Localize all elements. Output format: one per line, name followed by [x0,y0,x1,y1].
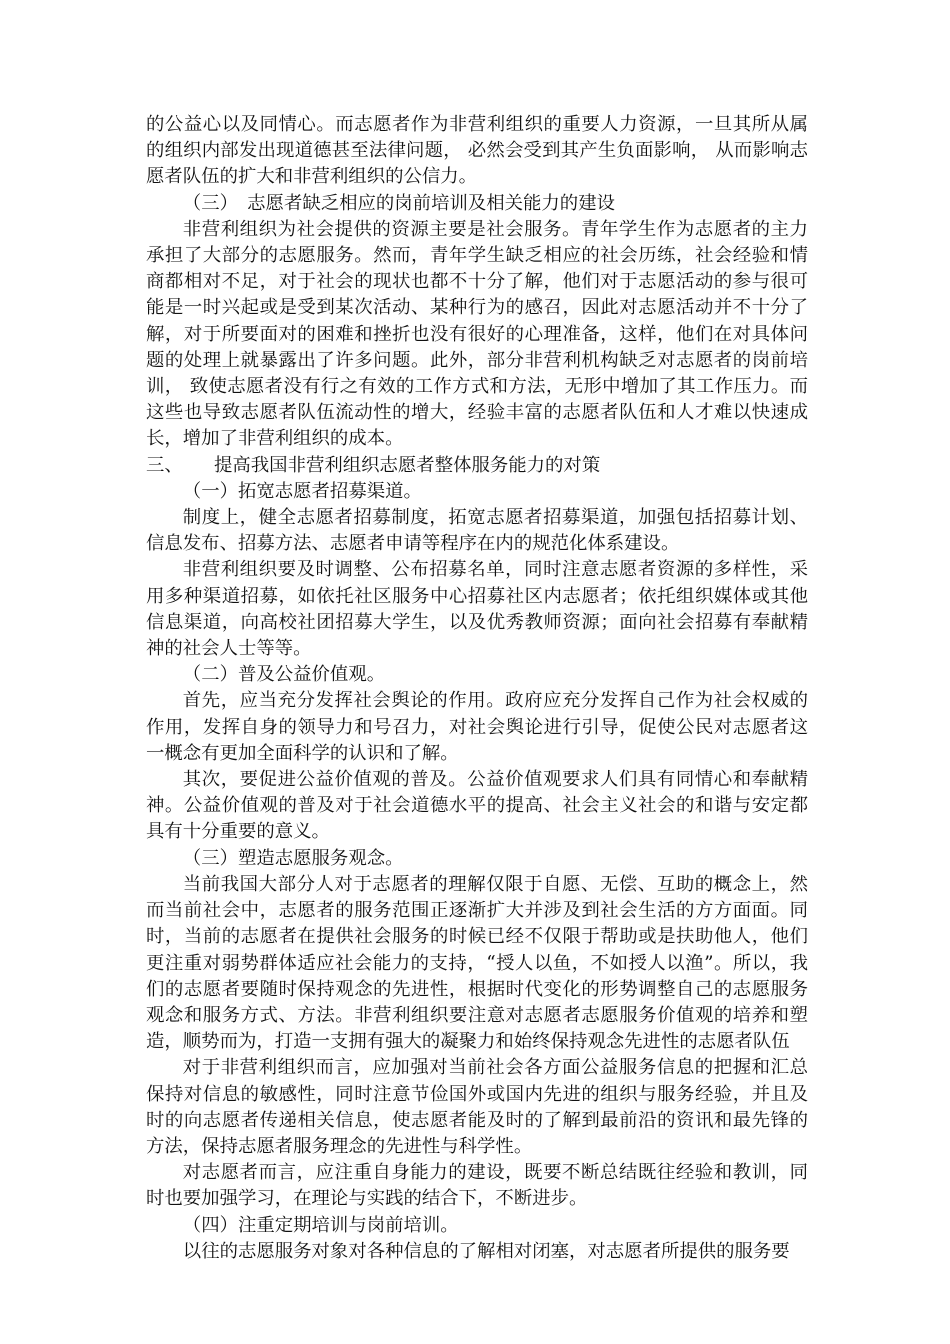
paragraph-training-issues: 非营利组织为社会提供的资源主要是社会服务。青年学生作为志愿者的主力承担了大部分的志愿服务。然而，青年学生缺乏相应的社会历练，社会经验和情商都相对不足，对于社会的现状也都不十分了解，他们对于志愿活动的参与很可能是一时兴起或是受到某次活动、某种行为的感召，因此对志愿活动并不十分了解，对于所要面对的困难和挫折也没有很好的心理准备，这样，他们在对具体问题的处理上就暴露出了许多问题。此外，部分非营利机构缺乏对志愿者的岗前培训， 致使志愿者没有行之有效的工作方式和方法，无形中增加了其工作压力。而这些也导致志愿者队伍流动性的增大，经验丰富的志愿者队伍和人才难以快速成长，增加了非营利组织的成本。 [146,218,808,450]
subheading-lack-of-training: （三） 志愿者缺乏相应的岗前培训及相关能力的建设 [182,192,615,214]
subheading-recruitment: （一）拓宽志愿者招募渠道。 [182,480,422,502]
subheading-service-concept: （三）塑造志愿服务观念。 [182,847,404,869]
paragraph-public-opinion: 首先，应当充分发挥社会舆论的作用。政府应充分发挥自己作为社会权威的作用，发挥自身的领导力和号召力，对社会舆论进行引导，促使公民对志愿者这一概念有更加全面科学的认识和了解。 [146,690,808,764]
section-number: 三、 [146,454,183,476]
document-page [146,112,808,1265]
section-title: 提高我国非营利组织志愿者整体服务能力的对策 [214,454,601,476]
paragraph-values-spread: 其次，要促进公益价值观的普及。公益价值观要求人们具有同情心和奉献精神。公益价值观的普及对于社会道德水平的提高、社会主义社会的和谐与安定都具有十分重要的意义。 [146,769,808,843]
section-heading-countermeasures [146,453,808,479]
paragraph-organization-info: 对于非营利组织而言，应加强对当前社会各方面公益服务信息的把握和汇总保持对信息的敏感性，同时注意节俭国外或国内先进的组织与服务经验，并且及时的向志愿者传递相关信息，使志愿者能及时的了解到最前沿的资讯和最先锋的方法，保持志愿者服务理念的先进性与科学性。 [146,1057,808,1157]
paragraph-training-start: 以往的志愿服务对象对各种信息的了解相对闭塞，对志愿者所提供的服务要 [182,1240,790,1262]
paragraph-continuation: 的公益心以及同情心。而志愿者作为非营利组织的重要人力资源，一旦其所从属的组织内部发出现道德甚至法律问题， 必然会受到其产生负面影响， 从而影响志愿者队伍的扩大和非营利组织的公信力。 [146,114,808,188]
paragraph-service-concept: 当前我国大部分人对于志愿者的理解仅限于自愿、无偿、互助的概念上，然而当前社会中，志愿者的服务范围正逐渐扩大并涉及到社会生活的方方面面。同时，当前的志愿者在提供社会服务的时候已经不仅限于帮助或是扶助他人，他们更注重对弱势群体适应社会能力的支持，“授人以鱼，不如授人以渔”。所以，我们的志愿者要随时保持观念的先进性，根据时代变化的形势调整自己的志愿服务观念和服务方式、方法。非营利组织要注意对志愿者志愿服务价值观的培养和塑造，顺势而为，打造一支拥有强大的凝聚力和始终保持观念先进性的志愿者队伍 [146,873,808,1053]
subheading-public-values: （二）普及公益价值观。 [182,664,386,686]
paragraph-recruitment-channels: 非营利组织要及时调整、公布招募名单，同时注意志愿者资源的多样性，采用多种渠道招募，如依托社区服务中心招募社区内志愿者；依托组织媒体或其他信息渠道，向高校社团招募大学生，以及优秀教师资源；面向社会招募有奉献精神的社会人士等等。 [146,559,808,660]
paragraph-recruitment-system: 制度上，健全志愿者招募制度，拓宽志愿者招募渠道，加强包括招募计划、信息发布、招募方法、志愿者申请等程序在内的规范化体系建设。 [146,507,808,555]
subheading-regular-training: （四）注重定期培训与岗前培训。 [182,1214,459,1236]
paragraph-volunteer-capacity: 对志愿者而言，应注重自身能力的建设，既要不断总结既往经验和教训，同时也要加强学习，在理论与实践的结合下，不断进步。 [146,1162,808,1210]
